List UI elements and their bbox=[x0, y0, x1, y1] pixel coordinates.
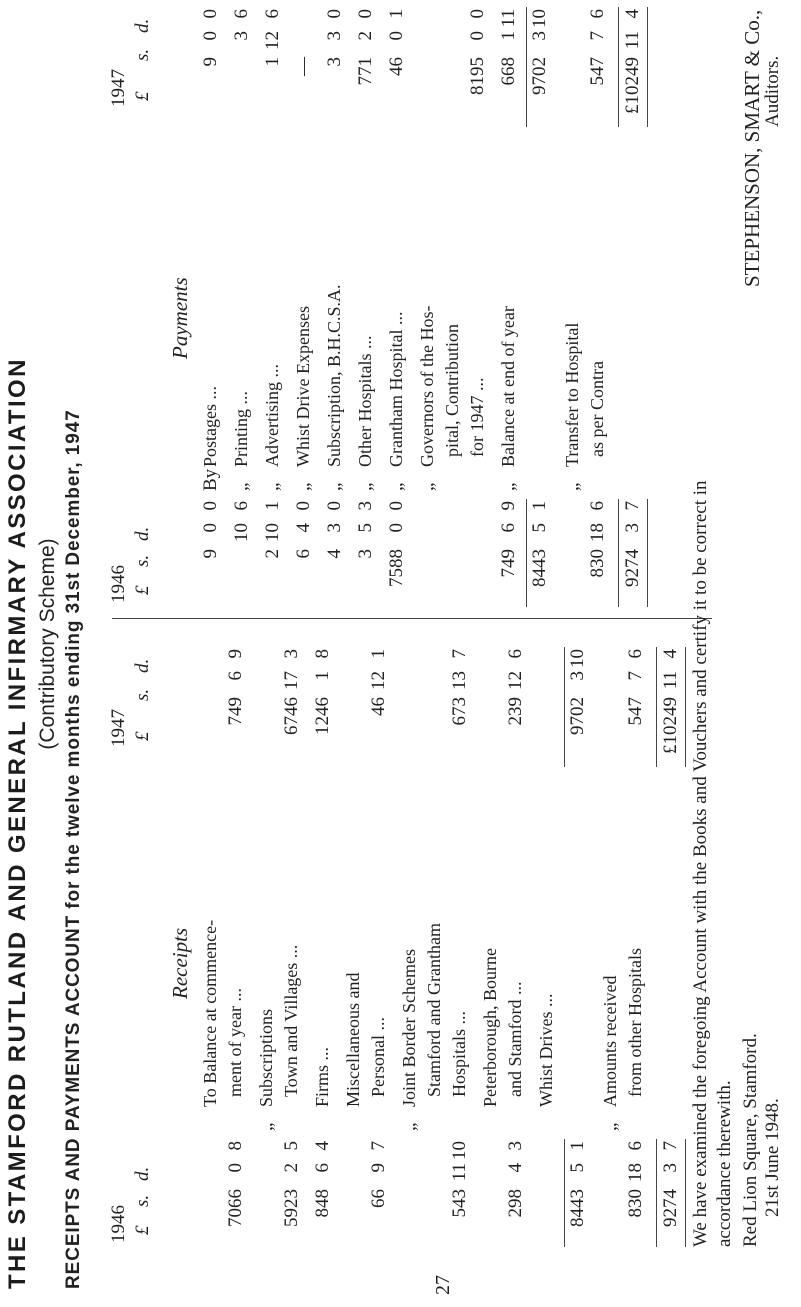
row-curr-pence: 1 bbox=[368, 649, 389, 659]
row-prev-shillings: 0 bbox=[200, 523, 221, 533]
row-prev-shillings: 10 bbox=[262, 523, 283, 542]
row-prev-pounds: 9 bbox=[200, 549, 221, 559]
subtotal-rule bbox=[564, 1139, 565, 1247]
certificate-date: 21st June 1948. bbox=[762, 1098, 783, 1217]
row-curr-pence: 0 bbox=[355, 9, 376, 19]
row-prev-shillings: 4 bbox=[505, 1163, 526, 1173]
row-label: Joint Border Schemes bbox=[399, 949, 419, 1107]
subtotal-rule bbox=[526, 499, 527, 607]
row-curr-pence: 9 bbox=[225, 649, 246, 659]
row-prev-shillings: 9 bbox=[368, 1163, 389, 1173]
payments-prev-s-unit: s. bbox=[132, 554, 153, 567]
payments-curr-pound-unit: £ bbox=[132, 91, 153, 101]
row-prev-pounds: 6 bbox=[293, 549, 314, 559]
subtotal-prev-pounds: 8443 bbox=[529, 549, 550, 587]
subtotal-rule bbox=[685, 647, 686, 767]
row-label-cont: Stamford and Grantham bbox=[424, 923, 444, 1097]
amounts_received-prev-pounds: 830 bbox=[625, 1189, 646, 1218]
subtotal-prev-pounds: 8443 bbox=[567, 1189, 588, 1227]
receipts-year-prev: 1946 bbox=[108, 1205, 129, 1243]
subtotal-curr-shillings: 3 bbox=[529, 31, 550, 41]
row-prefix: „ bbox=[498, 482, 519, 491]
row-curr-pence: 0 bbox=[200, 9, 221, 19]
amounts_received-label-cont: from other Hospitals bbox=[625, 948, 645, 1097]
row-curr-shillings: 13 bbox=[449, 671, 470, 690]
payments-curr-s-unit: s. bbox=[132, 48, 153, 61]
amounts_received-label: Amounts received bbox=[600, 975, 620, 1107]
subtotal-prev-pence: 1 bbox=[567, 1141, 588, 1151]
row-prev-shillings: 0 bbox=[225, 1163, 246, 1173]
row-prev-pence: 10 bbox=[449, 1141, 470, 1160]
total-prev-pence: 7 bbox=[622, 501, 643, 511]
subtotal-rule bbox=[618, 7, 619, 127]
row-prev-pounds: 5923 bbox=[281, 1189, 302, 1227]
row-curr-pounds: 1246 bbox=[312, 697, 333, 735]
row-label: Whist Drives ... bbox=[536, 993, 556, 1107]
row-prev-pounds: 543 bbox=[449, 1189, 470, 1218]
row-label: Balance at end of year bbox=[498, 306, 518, 467]
row-label: To Balance at commence- bbox=[200, 919, 220, 1107]
payments-heading: Payments bbox=[168, 277, 192, 359]
total-curr-pence: 4 bbox=[660, 649, 681, 659]
row-prev-pence: 0 bbox=[386, 501, 407, 511]
row-prev-shillings: 2 bbox=[281, 1163, 302, 1173]
row-label: Subscriptions bbox=[256, 1008, 276, 1107]
amounts_received-prev-pence: 6 bbox=[625, 1141, 646, 1151]
row-curr-pounds: 46 bbox=[386, 57, 407, 76]
row-curr-shillings: 0 bbox=[467, 31, 488, 41]
total-curr-shillings: 11 bbox=[660, 671, 681, 690]
row-prefix: „ bbox=[355, 482, 376, 491]
account-heading: RECEIPTS AND PAYMENTS ACCOUNT for the twelve months ending 31st December, 1947 bbox=[63, 409, 84, 1289]
transfer-prev-pence: 6 bbox=[587, 501, 608, 511]
payments-prev-pound-unit: £ bbox=[132, 585, 153, 595]
row-curr-pounds: 673 bbox=[449, 697, 470, 726]
row-label: Other Hospitals ... bbox=[355, 335, 375, 467]
row-label: Firms ... bbox=[312, 1046, 332, 1107]
row-prev-pence: 7 bbox=[368, 1141, 389, 1151]
row-prefix: „ bbox=[399, 1122, 420, 1131]
total-prev-shillings: 3 bbox=[622, 523, 643, 533]
row-curr-pence: 6 bbox=[505, 649, 526, 659]
row-prev-shillings: 10 bbox=[231, 523, 252, 542]
payments-year-prev: 1946 bbox=[108, 565, 129, 603]
row-prev-pounds: 2 bbox=[262, 549, 283, 559]
row-prev-shillings: 6 bbox=[498, 523, 519, 533]
row-curr-pence: 7 bbox=[449, 649, 470, 659]
subtotal-rule bbox=[564, 647, 565, 767]
row-curr-shillings: 12 bbox=[262, 31, 283, 50]
row-prev-pounds: 3 bbox=[355, 549, 376, 559]
transfer-prev-shillings: 18 bbox=[587, 523, 608, 542]
receipts-prev-pound-unit: £ bbox=[132, 1225, 153, 1235]
receipts-curr-d-unit: d. bbox=[132, 658, 153, 673]
row-prev-pence: 3 bbox=[505, 1141, 526, 1151]
row-prev-pence: 8 bbox=[225, 1141, 246, 1151]
row-prefix: „ bbox=[562, 482, 583, 491]
row-prev-pence: 4 bbox=[312, 1141, 333, 1151]
auditor-address: Red Lion Square, Stamford. bbox=[740, 1033, 761, 1247]
row-prev-shillings: 11 bbox=[449, 1163, 470, 1182]
transfer-prev-pounds: 830 bbox=[587, 549, 608, 578]
row-prev-shillings: 3 bbox=[324, 523, 345, 533]
amounts_received-prev-shillings: 18 bbox=[625, 1163, 646, 1182]
row-label: Printing ... bbox=[231, 390, 251, 467]
row-prev-pounds: 66 bbox=[368, 1189, 389, 1208]
receipts-year-curr: 1947 bbox=[108, 709, 129, 747]
row-label-cont: Personal ... bbox=[368, 1017, 388, 1097]
row-curr-pence: 0 bbox=[324, 9, 345, 19]
payments-prev-d-unit: d. bbox=[132, 526, 153, 541]
row-prev-pounds: 7066 bbox=[225, 1189, 246, 1227]
row-curr-shillings: 1 bbox=[498, 31, 519, 41]
row-prev-shillings: 5 bbox=[355, 523, 376, 533]
row-label-cont: pital, Contribution bbox=[442, 324, 462, 457]
row-prev-pence: 1 bbox=[262, 501, 283, 511]
subtotal-curr-pounds: 9702 bbox=[529, 57, 550, 95]
total-prev-pence: 7 bbox=[660, 1141, 681, 1151]
row-curr-pounds: 771 bbox=[355, 57, 376, 86]
row-curr-pence: 8 bbox=[312, 649, 333, 659]
row-label: Grantham Hospital ... bbox=[386, 311, 406, 467]
row-prev-pounds: 7588 bbox=[386, 549, 407, 587]
row-curr-pounds: 8195 bbox=[467, 57, 488, 95]
transfer-curr-pence: 6 bbox=[587, 9, 608, 19]
row-label-cont: and Stamford ... bbox=[505, 981, 525, 1097]
row-prefix: By bbox=[200, 468, 221, 491]
row-curr-pounds: 9 bbox=[200, 57, 221, 67]
row-label: Subscription, B.H.C.S.A. bbox=[324, 284, 344, 467]
row-label: Miscellaneous and bbox=[343, 972, 363, 1107]
row-label: Whist Drive Expenses bbox=[293, 306, 313, 467]
row-label-cont: ment of year ... bbox=[225, 988, 245, 1097]
row-prev-pence: 0 bbox=[200, 501, 221, 511]
row-prev-shillings: 0 bbox=[386, 523, 407, 533]
transfer-label-cont: as per Contra bbox=[587, 361, 607, 457]
amounts_received-curr-pence: 6 bbox=[625, 649, 646, 659]
subtotal-rule bbox=[647, 7, 648, 127]
transfer-curr-shillings: 7 bbox=[587, 31, 608, 41]
row-curr-pence: 6 bbox=[262, 9, 283, 19]
row-label: Governors of the Hos- bbox=[417, 305, 437, 467]
subtotal-rule bbox=[618, 499, 619, 607]
subtotal-prev-shillings: 5 bbox=[567, 1163, 588, 1173]
row-label: Postages ... bbox=[200, 386, 220, 467]
subtotal-curr-pence: 10 bbox=[567, 649, 588, 668]
amounts_received-curr-pounds: 547 bbox=[625, 697, 646, 726]
total-curr-pounds: £10249 bbox=[660, 697, 681, 754]
row-curr-pounds: — bbox=[293, 57, 314, 76]
row-curr-pounds: 239 bbox=[505, 697, 526, 726]
row-prev-pence: 9 bbox=[498, 501, 519, 511]
row-curr-pounds: 46 bbox=[368, 697, 389, 716]
row-curr-pence: 6 bbox=[231, 9, 252, 19]
subtotal-rule bbox=[685, 1139, 686, 1247]
row-curr-pence: 1 bbox=[386, 9, 407, 19]
row-label-cont: for 1947 ... bbox=[467, 377, 487, 457]
total-prev-shillings: 3 bbox=[660, 1163, 681, 1173]
subtotal-prev-pence: 1 bbox=[529, 501, 550, 511]
row-prev-pence: 5 bbox=[281, 1141, 302, 1151]
certificate-text: We have examined the foregoing Account with the Books and Vouchers and certify it to be correct in bbox=[690, 480, 711, 1247]
row-label: Peterborough, Bourne bbox=[480, 948, 500, 1107]
subtotal-rule bbox=[656, 647, 657, 767]
row-prev-pence: 0 bbox=[293, 501, 314, 511]
subtotal-rule bbox=[526, 7, 527, 127]
row-prefix: „ bbox=[231, 482, 252, 491]
row-curr-shillings: 3 bbox=[324, 31, 345, 41]
certificate-text-cont: accordance therewith. bbox=[714, 1080, 735, 1247]
receipts-curr-s-unit: s. bbox=[132, 688, 153, 701]
scheme-subtitle: (Contributory Scheme) bbox=[36, 538, 59, 750]
subtotal-curr-pence: 10 bbox=[529, 9, 550, 28]
row-curr-shillings: 1 bbox=[312, 671, 333, 681]
receipts-curr-pound-unit: £ bbox=[132, 731, 153, 741]
row-prefix: „ bbox=[293, 482, 314, 491]
row-curr-shillings: 12 bbox=[368, 671, 389, 690]
row-curr-shillings: 0 bbox=[386, 31, 407, 41]
row-prefix: „ bbox=[324, 482, 345, 491]
total-prev-pounds: 9274 bbox=[660, 1189, 681, 1227]
row-label: Advertising ... bbox=[262, 364, 282, 467]
row-curr-shillings: 12 bbox=[505, 671, 526, 690]
row-curr-pence: 3 bbox=[281, 649, 302, 659]
total-curr-shillings: 11 bbox=[622, 31, 643, 50]
row-curr-pence: 0 bbox=[467, 9, 488, 19]
receipts-prev-d-unit: d. bbox=[132, 1166, 153, 1181]
payments-curr-d-unit: d. bbox=[132, 18, 153, 33]
amounts_received-curr-shillings: 7 bbox=[625, 671, 646, 681]
row-curr-shillings: 6 bbox=[225, 671, 246, 681]
row-curr-shillings: 17 bbox=[281, 671, 302, 690]
row-prev-pounds: 749 bbox=[498, 549, 519, 578]
receipts-prev-s-unit: s. bbox=[132, 1194, 153, 1207]
auditor-role: Auditors. bbox=[762, 55, 783, 127]
row-curr-pounds: 749 bbox=[225, 697, 246, 726]
row-curr-pence: 11 bbox=[498, 9, 519, 28]
row-curr-pounds: 668 bbox=[498, 57, 519, 86]
row-prev-pence: 0 bbox=[324, 501, 345, 511]
infirmary-title: THE STAMFORD RUTLAND AND GENERAL INFIRMARY ASSOCIATION bbox=[4, 357, 31, 1289]
subtotal-curr-shillings: 3 bbox=[567, 671, 588, 681]
row-prefix: „ bbox=[600, 1122, 621, 1131]
row-curr-pounds: 1 bbox=[262, 57, 283, 67]
row-prefix: „ bbox=[417, 482, 438, 491]
row-prefix: „ bbox=[256, 1122, 277, 1131]
subtotal-curr-pounds: 9702 bbox=[567, 697, 588, 735]
row-prev-pounds: 298 bbox=[505, 1189, 526, 1218]
payments-year-curr: 1947 bbox=[108, 69, 129, 107]
transfer-curr-pounds: 547 bbox=[587, 57, 608, 86]
row-curr-shillings: 0 bbox=[200, 31, 221, 41]
row-prev-pence: 3 bbox=[355, 501, 376, 511]
row-prev-pounds: 848 bbox=[312, 1189, 333, 1218]
row-prev-shillings: 6 bbox=[312, 1163, 333, 1173]
subtotal-prev-shillings: 5 bbox=[529, 523, 550, 533]
row-curr-pounds: 6746 bbox=[281, 697, 302, 735]
row-prefix: „ bbox=[386, 482, 407, 491]
subtotal-rule bbox=[647, 499, 648, 607]
row-curr-shillings: 2 bbox=[355, 31, 376, 41]
row-prev-shillings: 4 bbox=[293, 523, 314, 533]
row-curr-shillings: 3 bbox=[231, 31, 252, 41]
row-prefix: „ bbox=[262, 482, 283, 491]
page-number: 27 bbox=[432, 1275, 454, 1295]
row-label-cont: Hospitals ... bbox=[449, 1010, 469, 1097]
subtotal-rule bbox=[656, 1139, 657, 1247]
row-prev-pence: 6 bbox=[231, 501, 252, 511]
receipts-heading: Receipts bbox=[168, 927, 192, 999]
total-curr-pounds: £10249 bbox=[622, 57, 643, 114]
row-prev-pounds: 4 bbox=[324, 549, 345, 559]
column-divider bbox=[112, 618, 712, 619]
total-prev-pounds: 9274 bbox=[622, 549, 643, 587]
row-label-cont: Town and Villages ... bbox=[281, 944, 301, 1097]
auditor-firm: STEPHENSON, SMART & Co., bbox=[740, 9, 764, 287]
total-curr-pence: 4 bbox=[622, 9, 643, 19]
row-curr-pounds: 3 bbox=[324, 57, 345, 67]
transfer-label: Transfer to Hospital bbox=[562, 322, 582, 467]
